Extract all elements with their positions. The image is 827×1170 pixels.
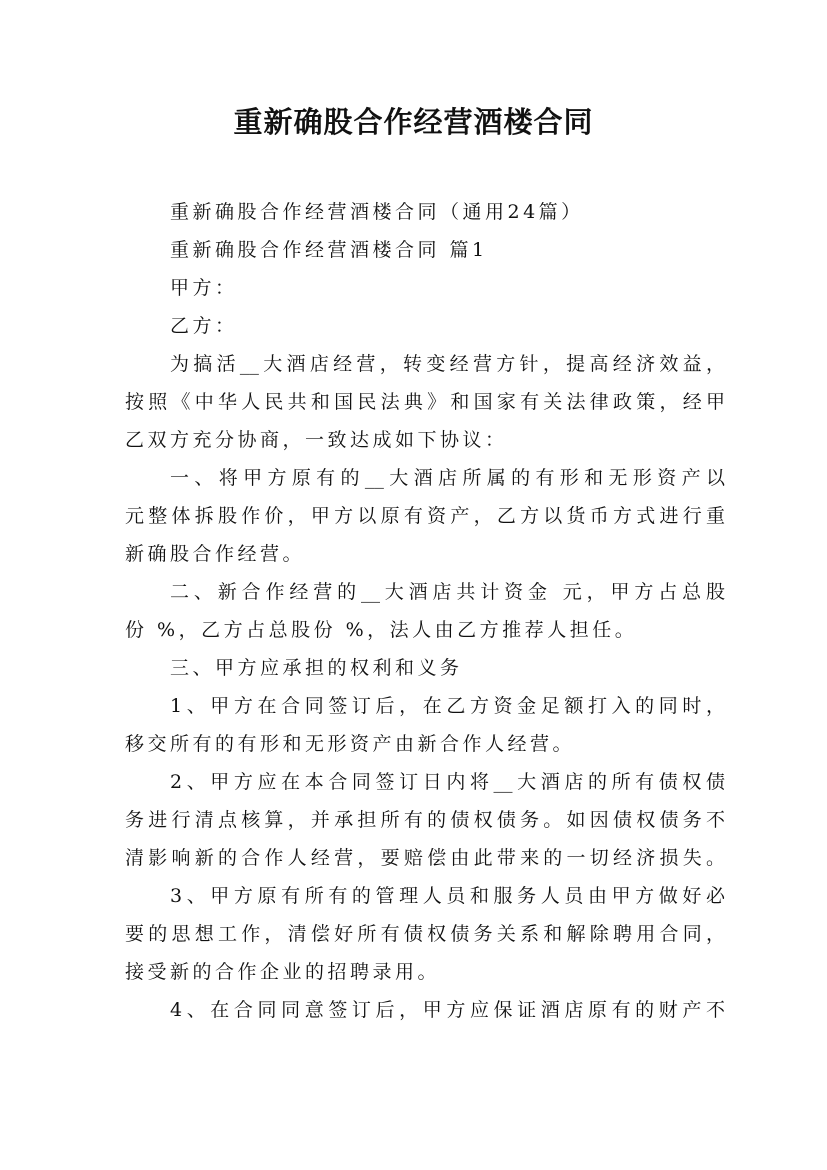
paragraph-line: 1、甲方在合同签订后，在乙方资金足额打入的同时， <box>170 695 725 717</box>
paragraph-line: 乙双方充分协商，一致达成如下协议： <box>125 429 508 451</box>
party-a-label: 甲方： <box>170 277 238 299</box>
paragraph-line: 3、甲方原有所有的管理人员和服务人员由甲方做好必 <box>170 885 725 907</box>
paragraph-line: 为搞活__大酒店经营，转变经营方针，提高经济效益， <box>170 353 725 375</box>
paragraph-line: 接受新的合作企业的招聘录用。 <box>125 961 441 983</box>
paragraph-line: 清影响新的合作人经营，要赔偿由此带来的一切经济损失。 <box>125 847 725 869</box>
paragraph-line: 元整体拆股作价，甲方以原有资产，乙方以货币方式进行重 <box>125 505 725 527</box>
party-b-label: 乙方： <box>170 315 238 337</box>
paragraph-line: 移交所有的有形和无形资产由新合作人经营。 <box>125 733 576 755</box>
document-body <box>125 193 725 1029</box>
paragraph-line: 2、甲方应在本合同签订日内将__大酒店的所有债权债 <box>170 771 725 793</box>
paragraph-line: 务进行清点核算，并承担所有的债权债务。如因债权债务不 <box>125 809 725 831</box>
paragraph-line: 要的思想工作，清偿好所有债权债务关系和解除聘用合同， <box>125 923 725 945</box>
paragraph-line-section-heading: 重新确股合作经营酒楼合同 篇1 <box>170 239 488 261</box>
paragraph-line: 二、新合作经营的__大酒店共计资金 元，甲方占总股 <box>170 581 725 603</box>
paragraph-line: 一、将甲方原有的__大酒店所属的有形和无形资产以 <box>170 467 725 489</box>
paragraph-line: 按照《中华人民共和国民法典》和国家有关法律政策，经甲 <box>125 391 725 413</box>
paragraph-line: 新确股合作经营。 <box>125 543 306 565</box>
paragraph-line: 4、在合同同意签订后，甲方应保证酒店原有的财产不 <box>170 999 725 1021</box>
paragraph-line: 份 %，乙方占总股份 %，法人由乙方推荐人担任。 <box>125 619 638 641</box>
paragraph-line-subtitle: 重新确股合作经营酒楼合同（通用24篇） <box>170 201 584 223</box>
clause-heading: 三、甲方应承担的权利和义务 <box>170 657 463 679</box>
document-title: 重新确股合作经营酒楼合同 <box>233 105 594 139</box>
